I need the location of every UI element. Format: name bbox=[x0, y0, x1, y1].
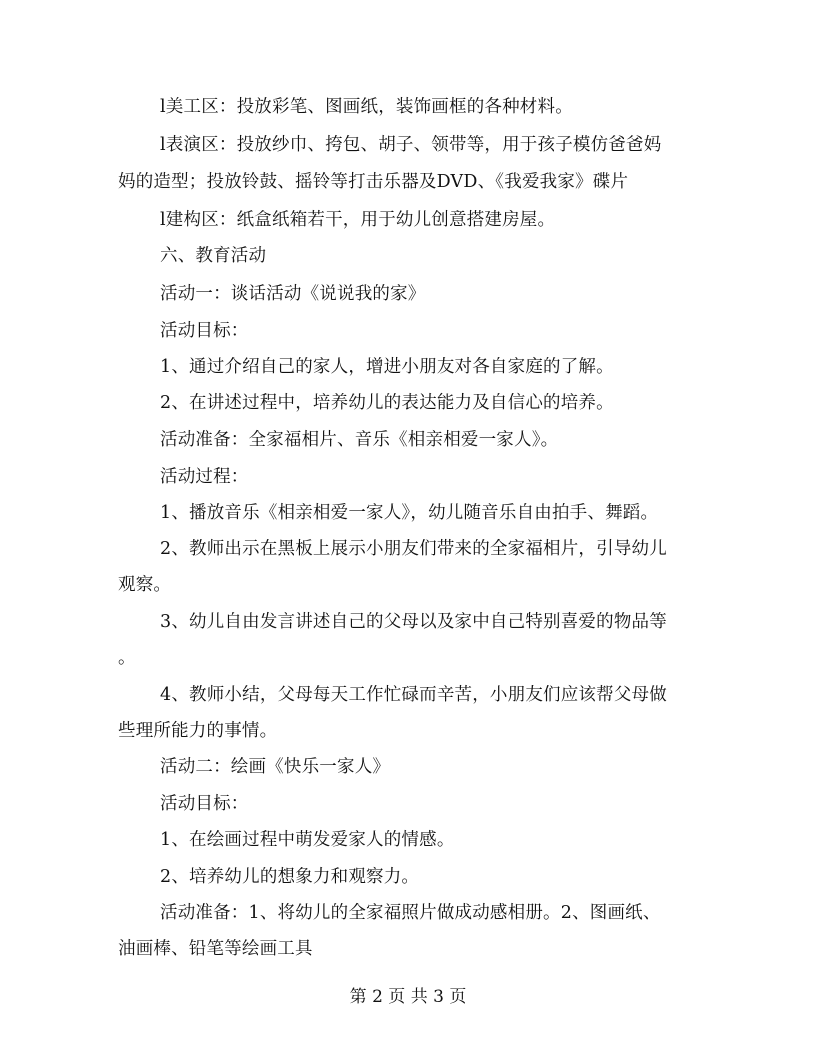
activity-one-goal-2: 2、在讲述过程中，培养幼儿的表达能力及自信心的培养。 bbox=[160, 393, 614, 413]
activity-one-step-4: 4、教师小结，父母每天工作忙碌而辛苦，小朋友们应该帮父母做 bbox=[160, 685, 667, 705]
activity-two-goal-1: 1、在绘画过程中萌发爱家人的情感。 bbox=[160, 830, 455, 850]
activity-two-goal-2: 2、培养幼儿的想象力和观察力。 bbox=[160, 867, 420, 887]
activity-one-process-label: 活动过程： bbox=[160, 467, 249, 487]
activity-one-title: 活动一：谈话活动《说说我的家》 bbox=[160, 284, 426, 304]
section-heading-education: 六、教育活动 bbox=[160, 246, 267, 266]
page-number-footer: 第 2 页 共 3 页 bbox=[349, 987, 467, 1007]
paragraph-performance-area-cont: 妈的造型；投放铃鼓、摇铃等打击乐器及DVD、《我爱我家》碟片 bbox=[118, 172, 629, 192]
paragraph-performance-area: l表演区：投放纱巾、挎包、胡子、领带等，用于孩子模仿爸爸妈 bbox=[160, 135, 662, 155]
activity-one-step-2: 2、教师出示在黑板上展示小朋友们带来的全家福相片，引导幼儿 bbox=[160, 539, 667, 559]
activity-one-step-1: 1、播放音乐《相亲相爱一家人》，幼儿随音乐自由拍手、舞蹈。 bbox=[160, 503, 659, 523]
paragraph-construction-area: l建构区：纸盒纸箱若干，用于幼儿创意搭建房屋。 bbox=[160, 210, 556, 230]
activity-two-goals-label: 活动目标： bbox=[160, 794, 249, 814]
activity-one-step-4-cont: 些理所能力的事情。 bbox=[118, 721, 278, 741]
activity-one-preparation: 活动准备：全家福相片、音乐《相亲相爱一家人》。 bbox=[160, 430, 559, 450]
activity-one-step-3: 3、幼儿自由发言讲述自己的父母以及家中自己特别喜爱的物品等 bbox=[160, 612, 667, 632]
activity-one-step-2-cont: 观察。 bbox=[118, 575, 172, 595]
activity-two-title: 活动二：绘画《快乐一家人》 bbox=[160, 757, 391, 777]
activity-one-goals-label: 活动目标： bbox=[160, 321, 249, 341]
activity-one-goal-1: 1、通过介绍自己的家人，增进小朋友对各自家庭的了解。 bbox=[160, 357, 614, 377]
activity-one-step-3-cont: 。 bbox=[118, 648, 136, 668]
paragraph-art-area: l美工区：投放彩笔、图画纸，装饰画框的各种材料。 bbox=[160, 97, 573, 117]
activity-two-preparation: 活动准备：1、将幼儿的全家福照片做成动感相册。2、图画纸、 bbox=[160, 903, 661, 923]
activity-two-preparation-cont: 油画棒、铅笔等绘画工具 bbox=[118, 939, 313, 959]
